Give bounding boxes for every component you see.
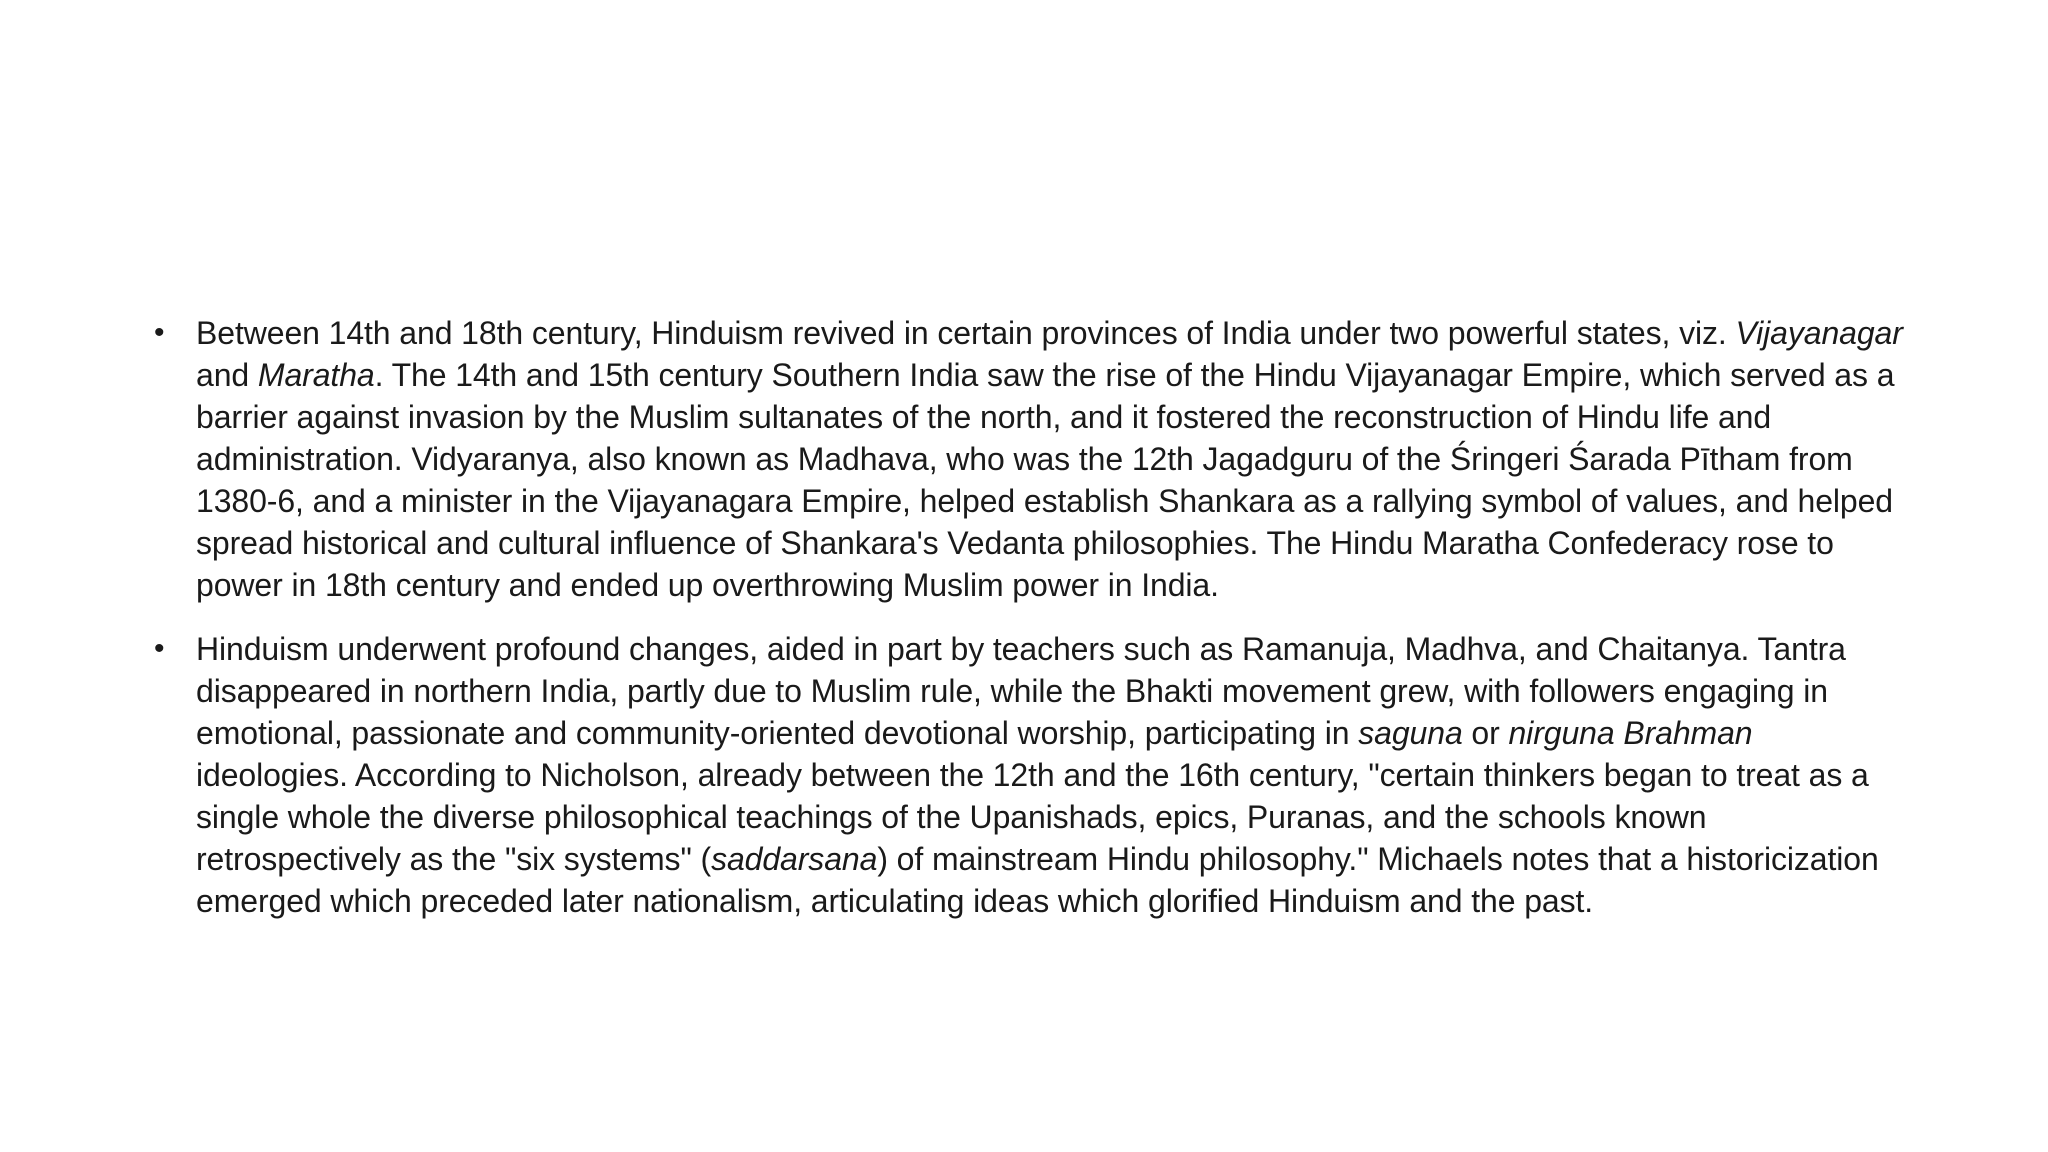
text-segment: ) of mainstream Hindu philosophy." Michaels notes that a historicization emerged which preceded later nationalism, articulating ideas which glorified Hinduism and the past.: [196, 841, 1879, 919]
text-segment: Hinduism underwent profound changes, aided in part by teachers such as Ramanuja, Madhva, and Chaitanya. Tantra disappeared in northern India, partly due to Muslim rule, while the Bhakti movement grew, with followers engaging in emotional, passionate and community-oriented devotional worship, participating in: [196, 631, 1846, 751]
bullet-list: [150, 312, 1910, 944]
text-segment: or: [1462, 715, 1509, 751]
text-segment-italic: nirguna Brahman: [1508, 715, 1753, 751]
text-segment-italic: saguna: [1358, 715, 1463, 751]
text-segment: ideologies. According to Nicholson, already between the 12th and the 16th century, "certain thinkers began to treat as a single whole the diverse philosophical teachings of the Upanishads, epics, Puranas, and the schools known retrospectively as the "six systems" (: [196, 757, 1869, 877]
bullet-dot-icon: •: [154, 316, 165, 349]
text-segment-italic: saddarsana: [711, 841, 878, 877]
bullet-item: [150, 628, 1910, 922]
bullet-text: [196, 628, 1910, 922]
text-segment: . The 14th and 15th century Southern India saw the rise of the Hindu Vijayanagar Empire, which served as a barrier against invasion by the Muslim sultanates of the north, and it fostered the reconstruction of Hindu life and administration. Vidyaranya, also known as Madhava, who was the 12th Jagadguru of the Śringeri Śarada Pītham from 1380-6, and a minister in the Vijayanagara Empire, helped establish Shankara as a rallying symbol of values, and helped spread historical and cultural influence of Shankara's Vedanta philosophies. The Hindu Maratha Confederacy rose to power in 18th century and ended up overthrowing Muslim power in India.: [196, 357, 1895, 603]
bullet-dot-icon: •: [154, 632, 165, 665]
bullet-text: [196, 312, 1910, 606]
text-segment: Between 14th and 18th century, Hinduism revived in certain provinces of India under two powerful states, viz.: [196, 315, 1736, 351]
bullet-item: [150, 312, 1910, 606]
text-segment-italic: Vijayanagar: [1735, 315, 1903, 351]
text-segment-italic: Maratha: [257, 357, 375, 393]
text-segment: and: [196, 357, 258, 393]
